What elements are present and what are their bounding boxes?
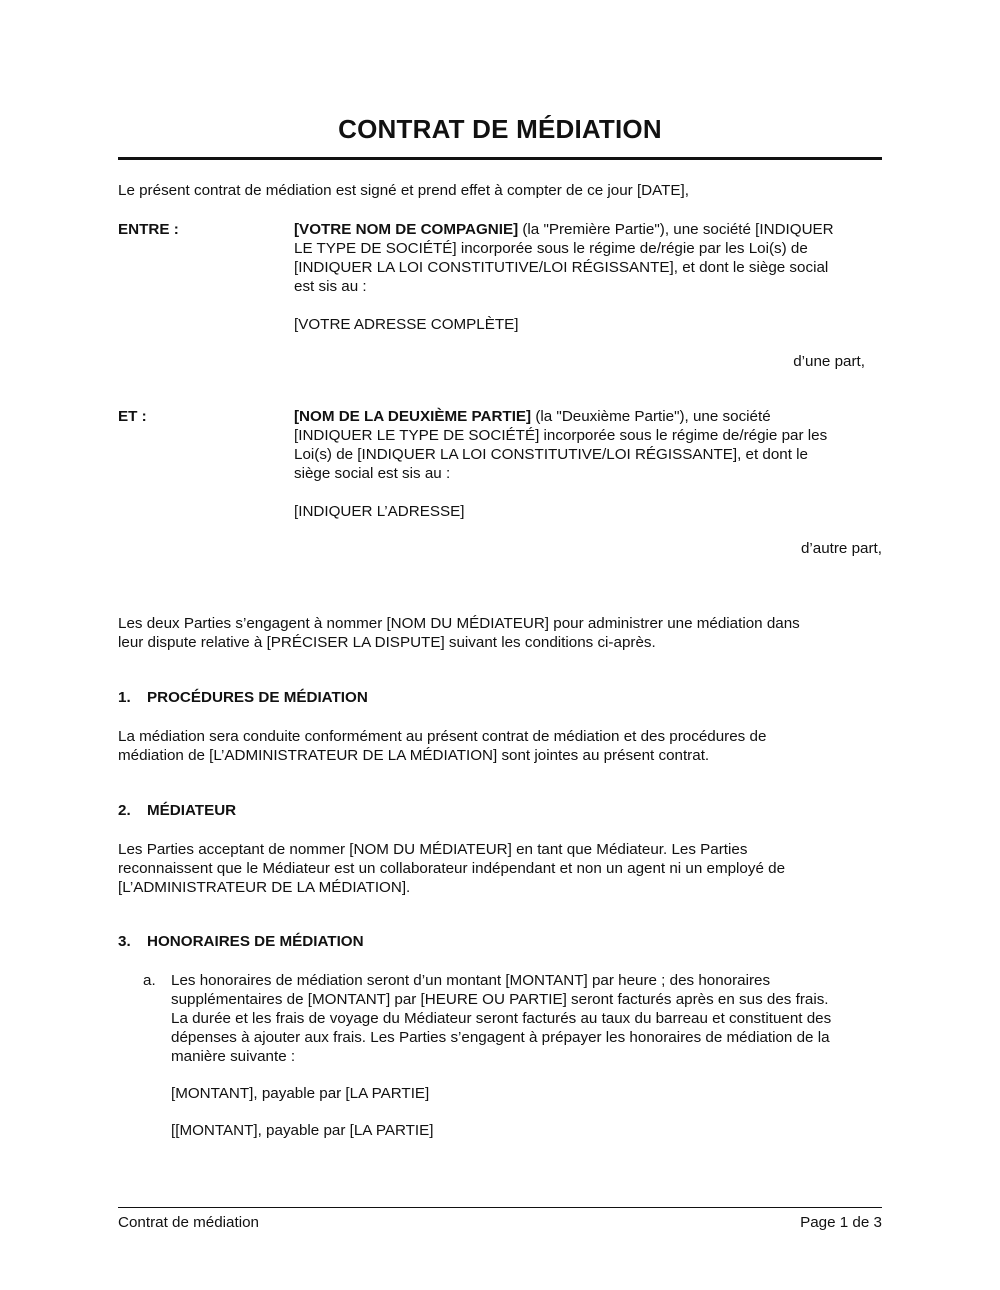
section-3-item-a-line2: supplémentaires de [MONTANT] par [HEURE OU PARTIE] seront facturés après en sus des frais. [171,991,829,1008]
party1-address: [VOTRE ADRESSE COMPLÈTE] [294,316,519,333]
party1-line1-rest: (la "Première Partie"), une société [INDIQUER [518,221,834,238]
party1-label: ENTRE : [118,221,179,238]
section-1-heading [118,688,882,707]
section-3-title: HONORAIRES DE MÉDIATION [147,933,364,950]
party1-line2: LE TYPE DE SOCIÉTÉ] incorporée sous le régime de/régie par les Loi(s) de [294,240,808,257]
footer-page-number: Page 1 de 3 [800,1214,882,1231]
party2-address: [INDIQUER L’ADRESSE] [294,503,465,520]
title-divider [118,157,882,160]
section-2-heading [118,801,882,820]
section-2-title: MÉDIATEUR [147,802,237,819]
engagement-line2: leur dispute relative à [PRÉCISER LA DISPUTE] suivant les conditions ci-après. [118,634,656,651]
section-3-item-a-letter: a. [143,972,156,989]
payment-line-2: [[MONTANT], payable par [LA PARTIE] [171,1122,434,1139]
party2-line2: [INDIQUER LE TYPE DE SOCIÉTÉ] incorporée sous le régime de/régie par les [294,427,828,444]
section-2-line1: Les Parties acceptant de nommer [NOM DU MÉDIATEUR] en tant que Médiateur. Les Parties [118,841,748,858]
party1-line1 [294,220,882,239]
party1-line4: est sis au : [294,278,367,295]
engagement-line1: Les deux Parties s’engagent à nommer [NOM DU MÉDIATEUR] pour administrer une médiation dans [118,615,800,632]
section-2-number: 2. [118,802,131,819]
section-3-number: 3. [118,933,131,950]
party2-line4: siège social est sis au : [294,465,451,482]
section-2-line2: reconnaissent que le Médiateur est un collaborateur indépendant et non un agent ni un employé de [118,860,786,877]
party1-closing: d’une part, [793,353,865,370]
section-1-title: PROCÉDURES DE MÉDIATION [147,689,368,706]
party2-line1-rest: (la "Deuxième Partie"), une société [531,408,771,425]
party2-closing: d’autre part, [800,540,882,557]
section-1-line2: médiation de [L’ADMINISTRATEUR DE LA MÉDIATION] sont jointes au présent contrat. [118,747,710,764]
section-1-number: 1. [118,689,131,706]
party1-name: [VOTRE NOM DE COMPAGNIE] [294,221,519,238]
party2-line3: Loi(s) de [INDIQUER LA LOI CONSTITUTIVE/LOI RÉGISSANTE], et dont le [294,446,808,463]
section-1-line1: La médiation sera conduite conformément au présent contrat de médiation et des procédures de [118,728,767,745]
section-3-heading [118,932,882,951]
intro-paragraph: Le présent contrat de médiation est signé et prend effet à compter de ce jour [DATE], [118,182,689,199]
section-2-line3: [L’ADMINISTRATEUR DE LA MÉDIATION]. [118,879,411,896]
section-3-item-a-line5: manière suivante : [171,1048,296,1065]
party2-line1 [294,407,882,426]
footer-divider [118,1207,882,1208]
section-3-item-a-line3: La durée et les frais de voyage du Médiateur seront facturés au taux du barreau et constituent des [171,1010,832,1027]
party2-label: ET : [118,408,147,425]
section-3-item-a-line4: dépenses à ajouter aux frais. Les Parties s’engagent à prépayer les honoraires de médiation de la [171,1029,830,1046]
party1-line3: [INDIQUER LA LOI CONSTITUTIVE/LOI RÉGISSANTE], et dont le siège social [294,259,829,276]
payment-line-1: [MONTANT], payable par [LA PARTIE] [171,1085,430,1102]
party2-name: [NOM DE LA DEUXIÈME PARTIE] [294,408,532,425]
footer-document-name: Contrat de médiation [118,1214,259,1231]
section-3-item-a-line1: Les honoraires de médiation seront d’un montant [MONTANT] par heure ; des honoraires [171,972,771,989]
document-title: CONTRAT DE MÉDIATION [338,114,662,144]
